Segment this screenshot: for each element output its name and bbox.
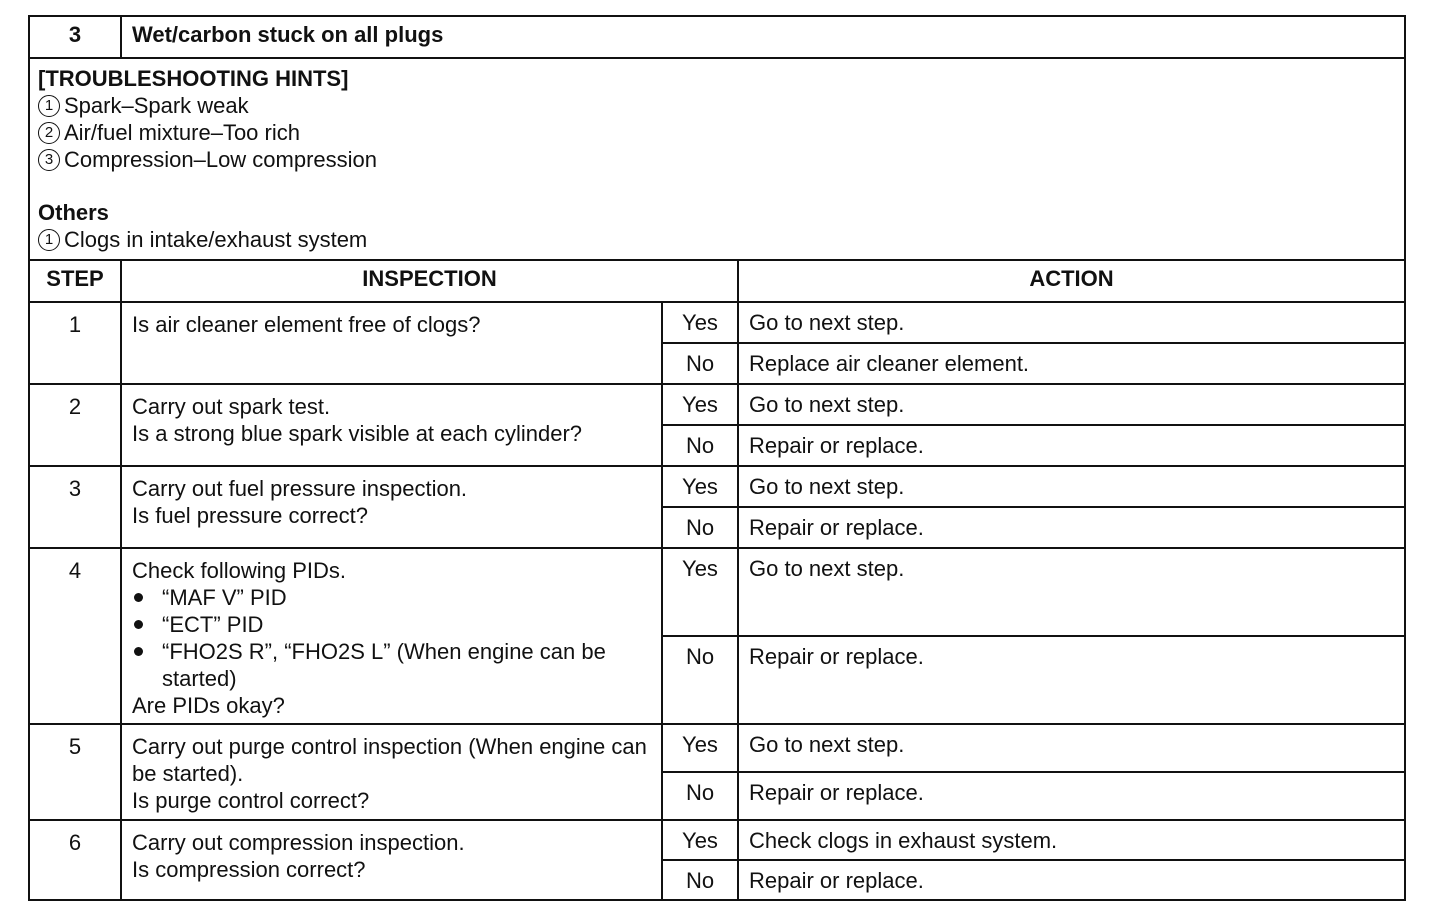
- inspection-line: Carry out spark test.: [132, 394, 331, 419]
- action-no: Repair or replace.: [738, 636, 1405, 724]
- inspection-line: Carry out purge control inspection (When engine can be started).: [132, 734, 647, 786]
- pid-list-item: “ECT” PID: [132, 611, 651, 638]
- answer-yes: Yes: [662, 548, 738, 636]
- inspection-line: Is compression correct?: [132, 857, 366, 882]
- others-heading: Others: [38, 200, 109, 225]
- answer-yes: Yes: [662, 302, 738, 343]
- step-number: 6: [29, 820, 121, 900]
- answer-no: No: [662, 507, 738, 548]
- table-row: [29, 820, 1405, 860]
- action-no: Repair or replace.: [738, 772, 1405, 820]
- circled-number-icon: 2: [38, 122, 60, 144]
- pid-list-item: “FHO2S R”, “FHO2S L” (When engine can be started): [132, 638, 651, 692]
- symptom-number: 3: [29, 16, 121, 58]
- table-row: [29, 384, 1405, 425]
- step-number: 1: [29, 302, 121, 384]
- table-row: [29, 466, 1405, 507]
- hint-item: [38, 146, 1396, 173]
- step-inspection: [121, 820, 662, 900]
- answer-yes: Yes: [662, 384, 738, 425]
- inspection-line: Is a strong blue spark visible at each cylinder?: [132, 421, 583, 446]
- answer-no: No: [662, 425, 738, 466]
- table-row: [29, 724, 1405, 772]
- troubleshooting-table: [28, 15, 1406, 901]
- column-header-inspection: INSPECTION: [121, 260, 738, 302]
- hint-text: Spark–Spark weak: [64, 93, 249, 118]
- circled-number-icon: 1: [38, 95, 60, 117]
- action-yes: Go to next step.: [738, 466, 1405, 507]
- answer-yes: Yes: [662, 724, 738, 772]
- action-no: Repair or replace.: [738, 860, 1405, 900]
- column-header-action: ACTION: [738, 260, 1405, 302]
- action-yes: Go to next step.: [738, 302, 1405, 343]
- table-row: [29, 302, 1405, 343]
- action-yes: Go to next step.: [738, 384, 1405, 425]
- action-no: Replace air cleaner element.: [738, 343, 1405, 384]
- inspection-line: Are PIDs okay?: [132, 693, 285, 718]
- hints-heading: [TROUBLESHOOTING HINTS]: [38, 66, 349, 91]
- action-yes: Go to next step.: [738, 724, 1405, 772]
- bullet-icon: [134, 593, 143, 602]
- answer-no: No: [662, 860, 738, 900]
- answer-no: No: [662, 636, 738, 724]
- answer-no: No: [662, 343, 738, 384]
- inspection-line: Carry out fuel pressure inspection.: [132, 476, 468, 501]
- step-number: 3: [29, 466, 121, 548]
- inspection-line: Is air cleaner element free of clogs?: [132, 312, 481, 337]
- inspection-line: Is fuel pressure correct?: [132, 503, 368, 528]
- inspection-line: Carry out compression inspection.: [132, 830, 465, 855]
- bullet-icon: [134, 620, 143, 629]
- symptom-title: Wet/carbon stuck on all plugs: [121, 16, 1405, 58]
- answer-no: No: [662, 772, 738, 820]
- hint-text: Air/fuel mixture–Too rich: [64, 120, 300, 145]
- circled-number-icon: 3: [38, 149, 60, 171]
- step-inspection: [121, 384, 662, 466]
- others-item: [38, 226, 1396, 253]
- inspection-line: Check following PIDs.: [132, 558, 346, 583]
- step-inspection: [121, 466, 662, 548]
- answer-yes: Yes: [662, 466, 738, 507]
- action-yes: Check clogs in exhaust system.: [738, 820, 1405, 860]
- step-inspection: [121, 302, 662, 384]
- pid-list: [132, 584, 651, 692]
- answer-yes: Yes: [662, 820, 738, 860]
- others-text: Clogs in intake/exhaust system: [64, 227, 368, 252]
- step-number: 2: [29, 384, 121, 466]
- bullet-icon: [134, 647, 143, 656]
- step-inspection: [121, 548, 662, 724]
- hint-item: [38, 119, 1396, 146]
- column-header-step: STEP: [29, 260, 121, 302]
- action-no: Repair or replace.: [738, 425, 1405, 466]
- table-row: [29, 548, 1405, 636]
- pid-list-item: “MAF V” PID: [132, 584, 651, 611]
- action-yes: Go to next step.: [738, 548, 1405, 636]
- troubleshooting-table-frame: [28, 15, 1404, 901]
- action-no: Repair or replace.: [738, 507, 1405, 548]
- step-number: 4: [29, 548, 121, 724]
- hint-item: [38, 92, 1396, 119]
- hint-text: Compression–Low compression: [64, 147, 378, 172]
- step-number: 5: [29, 724, 121, 820]
- troubleshooting-hints: [29, 58, 1405, 260]
- circled-number-icon: 1: [38, 229, 60, 251]
- step-inspection: [121, 724, 662, 820]
- inspection-line: Is purge control correct?: [132, 788, 370, 813]
